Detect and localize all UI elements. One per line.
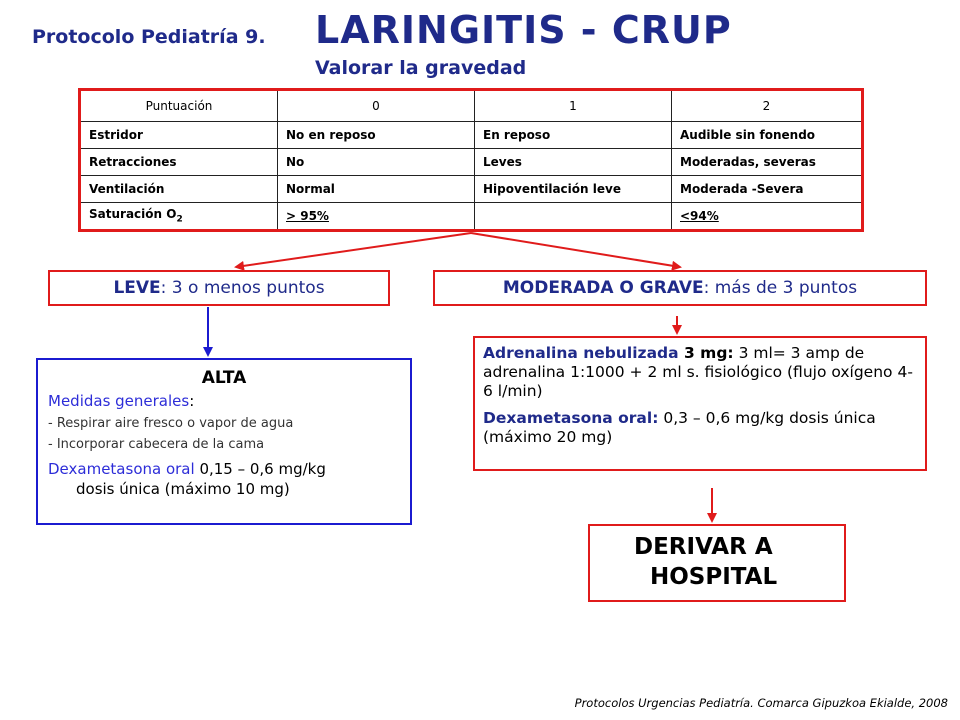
moderada-text: : más de 3 puntos bbox=[703, 278, 858, 298]
arrow-to-leve bbox=[236, 233, 471, 267]
measures-colon: : bbox=[189, 392, 195, 410]
saturation-subscript: 2 bbox=[176, 214, 183, 225]
table-header-cell: 2 bbox=[672, 90, 863, 122]
page-title: LARINGITIS - CRUP bbox=[315, 8, 732, 52]
dexa-label: Dexametasona oral bbox=[48, 460, 195, 478]
saturation-normal: > 95% bbox=[286, 209, 329, 223]
derivar-box bbox=[588, 524, 846, 602]
table-cell: No en reposo bbox=[278, 122, 475, 149]
table-header-cell: 0 bbox=[278, 90, 475, 122]
dexa-oral-label: Dexametasona oral: bbox=[483, 409, 659, 427]
dexa-dose: 0,15 – 0,6 mg/kg bbox=[194, 460, 326, 478]
table-cell: Ventilación bbox=[80, 176, 278, 203]
saturation-low: <94% bbox=[680, 209, 719, 223]
table-cell: Hipoventilación leve bbox=[475, 176, 672, 203]
leve-box bbox=[48, 270, 390, 306]
table-cell: No bbox=[278, 149, 475, 176]
measure-item: - Respirar aire fresco o vapor de agua bbox=[48, 416, 294, 431]
dexa-oral-text: 0,3 – 0,6 mg/kg dosis única (máximo 20 mg) bbox=[483, 409, 876, 446]
adrenalina-paragraph bbox=[483, 344, 917, 401]
table-cell: Audible sin fonendo bbox=[672, 122, 863, 149]
table-cell: Moderada -Severa bbox=[672, 176, 863, 203]
table-header-cell: Puntuación bbox=[80, 90, 278, 122]
table-cell: Leves bbox=[475, 149, 672, 176]
protocol-label: Protocolo Pediatría 9. bbox=[32, 26, 266, 48]
table-cell: Estridor bbox=[80, 122, 278, 149]
table-cell: Retracciones bbox=[80, 149, 278, 176]
adrenalina-label: Adrenalina nebulizada bbox=[483, 344, 679, 362]
dexa-dose-detail: dosis única (máximo 10 mg) bbox=[76, 480, 290, 498]
saturation-label: Saturación O bbox=[89, 207, 177, 222]
moderada-box bbox=[433, 270, 927, 306]
adrenalina-dose: 3 mg: bbox=[678, 344, 734, 362]
page-subtitle: Valorar la gravedad bbox=[315, 57, 527, 79]
moderada-title: MODERADA O GRAVE bbox=[502, 278, 704, 298]
treatment-box bbox=[473, 336, 927, 471]
dexa-paragraph bbox=[483, 409, 917, 447]
table-cell: Normal bbox=[278, 176, 475, 203]
adrenalina-text: 3 ml= 3 amp de adrenalina 1:1000 + 2 ml s. fisiológico (flujo oxígeno 4-6 l/min) bbox=[483, 344, 913, 400]
derivar-line1: DERIVAR A bbox=[634, 534, 773, 560]
derivar-line2: HOSPITAL bbox=[650, 564, 778, 590]
table-cell: Moderadas, severas bbox=[672, 149, 863, 176]
alta-box bbox=[36, 358, 412, 525]
table-cell: En reposo bbox=[475, 122, 672, 149]
leve-text: : 3 o menos puntos bbox=[160, 278, 325, 298]
measures-label: Medidas generales bbox=[48, 392, 190, 410]
measure-item: - Incorporar cabecera de la cama bbox=[48, 437, 265, 452]
arrow-to-moderada bbox=[471, 233, 680, 267]
alta-title: ALTA bbox=[201, 368, 247, 388]
footer-source: Protocolos Urgencias Pediatría. Comarca Gipuzkoa Ekialde, 2008 bbox=[574, 696, 948, 710]
leve-title: LEVE bbox=[113, 278, 161, 298]
table-header-cell: 1 bbox=[475, 90, 672, 122]
